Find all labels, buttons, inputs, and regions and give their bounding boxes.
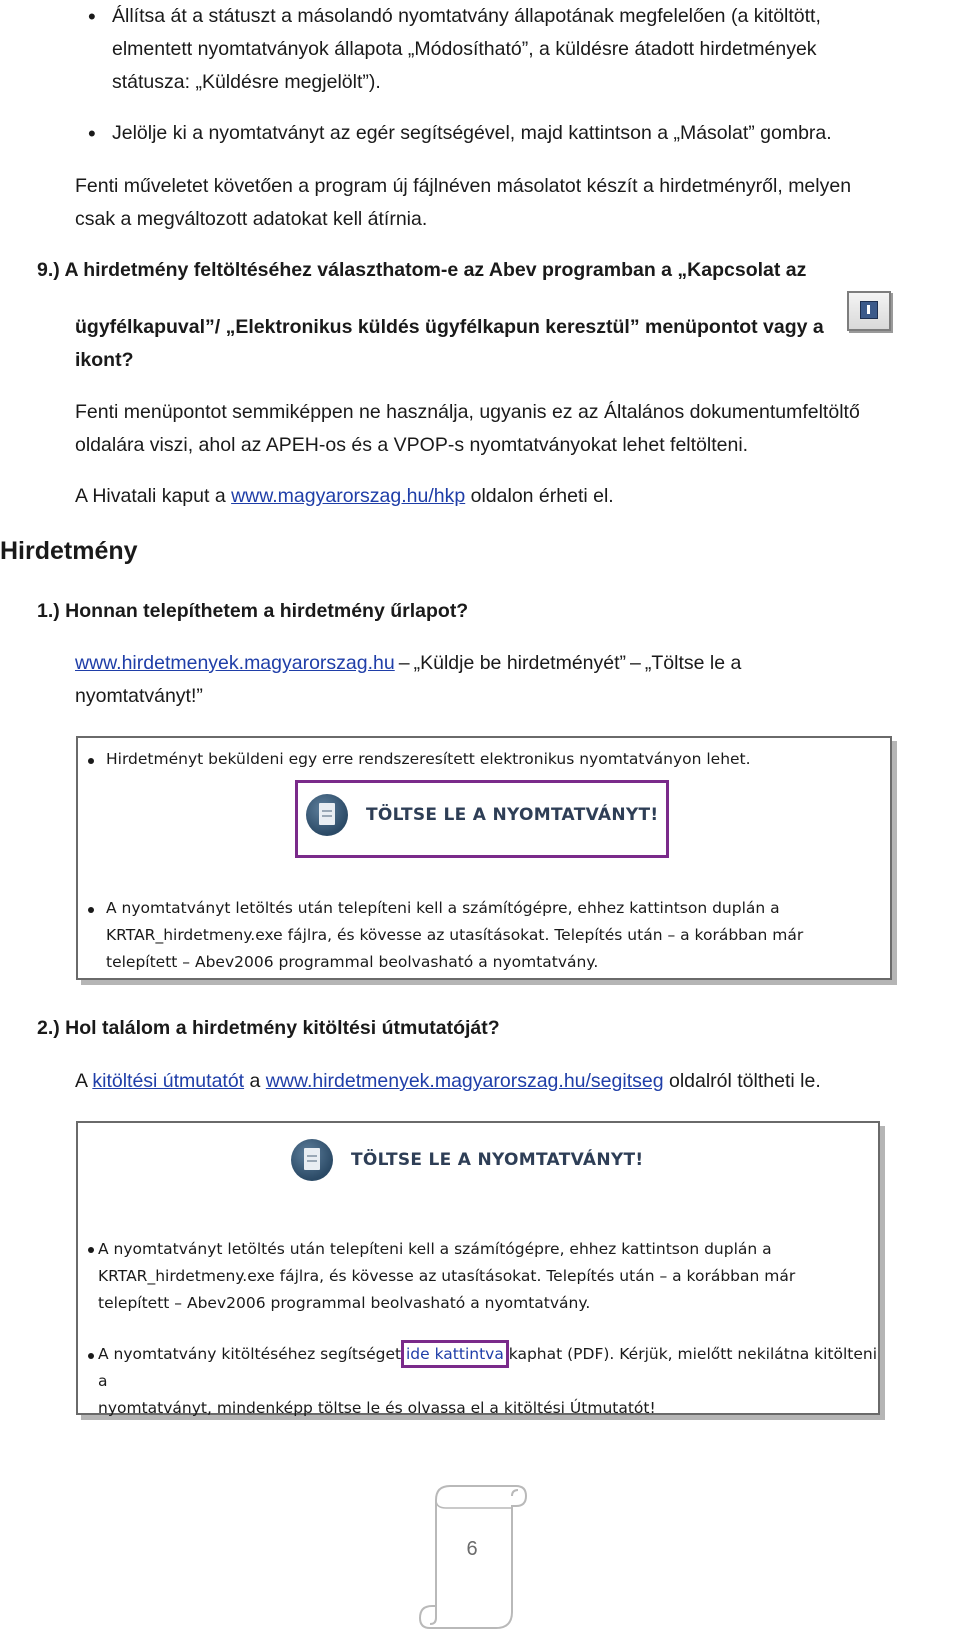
section-heading: Hirdetmény (0, 537, 138, 565)
question-1-title: 1.) Honnan telepíthetem a hirdetmény űrlapot? (37, 600, 469, 622)
download-form-label: TÖLTSE LE A NYOMTATVÁNYT! (366, 805, 659, 825)
page-number-scroll (416, 1478, 528, 1636)
download-form-button[interactable] (291, 1139, 643, 1181)
question-2-answer: A kitöltési útmutatót a www.hirdetmenyek.magyarorszag.hu/segitseg oldalról töltheti le. (75, 1070, 821, 1092)
bullet-marker (88, 1353, 94, 1359)
page-number: 6 (466, 1538, 478, 1560)
bullet-status-text: Állítsa át a státuszt a másolandó nyomtatvány állapotának megfelelően (a kitöltött, elmentett nyomtatványok állapota „Módosítható”, a küldésre átadott hirdetmények státusza: „Küldésre megjelölt”). (112, 5, 821, 93)
copy-note: Fenti műveletet követően a program új fájlnéven másolatot készít a hirdetményről, melyen csak a megváltozott adatokat kell átírnia. (75, 175, 852, 230)
question-9-title-cont: ügyfélkapuval”/ „Elektronikus küldés ügyfélkapun keresztül” menüpontot vagy a ikont? (75, 316, 824, 371)
document-icon (306, 794, 348, 836)
help-page-link[interactable]: www.hirdetmenyek.magyarorszag.hu/segitseg (265, 1070, 664, 1092)
download-form-label: TÖLTSE LE A NYOMTATVÁNYT! (351, 1150, 644, 1170)
screenshot-install-text: A nyomtatványt letöltés után telepíteni kell a számítógépre, ehhez kattintson duplán a KRTAR_hirdetmeny.exe fájlra, és kövesse az utasításokat. Telepítés után – a korábban már telepített – Abev2006 programmal beolvasható a nyomtatvány. (106, 899, 804, 971)
hkp-link[interactable]: www.magyarorszag.hu/hkp (231, 485, 466, 507)
bullet-marker (88, 1247, 94, 1253)
download-form-button[interactable] (306, 794, 658, 836)
question-9-answer: Fenti menüpontot semmiképpen ne használja, ugyanis ez az Általános dokumentumfeltöltő oldalára viszi, ahol az APEH-os és a VPOP-s nyomtatványokat lehet feltölteni. (75, 401, 860, 456)
guide-link[interactable]: kitöltési útmutatót (92, 1070, 245, 1092)
bullet-marker: • (88, 4, 96, 29)
bullet-select-text: Jelölje ki a nyomtatványt az egér segítségével, majd kattintson a „Másolat” gombra. (112, 122, 832, 144)
screenshot-guide-text: A nyomtatvány kitöltéséhez segítséget ide kattintva kaphat (PDF). Kérjük, mielőtt nekilátna kitölteni a nyomtatványt, mindenképp töltse le és olvassa el a kitöltési Útmutatót! (98, 1345, 878, 1417)
bullet-marker: • (88, 121, 96, 146)
screenshot-bullet-text: Hirdetményt beküldeni egy erre rendszeresített elektronikus nyomtatványon lehet. (106, 750, 751, 768)
document-icon (291, 1139, 333, 1181)
question-9-title: 9.) A hirdetmény feltöltéséhez választhatom-e az Abev programban a „Kapcsolat az (37, 259, 807, 281)
screenshot-install-text: A nyomtatványt letöltés után telepíteni kell a számítógépre, ehhez kattintson duplán a KRTAR_hirdetmeny.exe fájlra, és kövesse az utasításokat. Telepítés után – a korábban már telepített – Abev2006 programmal beolvasható a nyomtatvány. (98, 1240, 796, 1312)
click-here-link[interactable]: ide kattintva (405, 1345, 504, 1363)
bullet-marker (88, 758, 94, 764)
hkp-line: A Hivatali kaput a www.magyarorszag.hu/hkp oldalon érheti el. (75, 485, 614, 507)
question-1-answer: www.hirdetmenyek.magyarorszag.hu – „Küldje be hirdetményét” – „Töltse le a nyomtatványt!” (75, 652, 742, 707)
download-page-screenshot-2 (76, 1121, 880, 1415)
key-icon (860, 301, 878, 319)
client-gate-toolbar-icon (847, 291, 891, 331)
bullet-marker (88, 907, 94, 913)
question-2-title: 2.) Hol találom a hirdetmény kitöltési útmutatóját? (37, 1017, 500, 1039)
hirdetmenyek-link[interactable]: www.hirdetmenyek.magyarorszag.hu (75, 652, 395, 674)
download-page-screenshot-1 (76, 736, 892, 980)
